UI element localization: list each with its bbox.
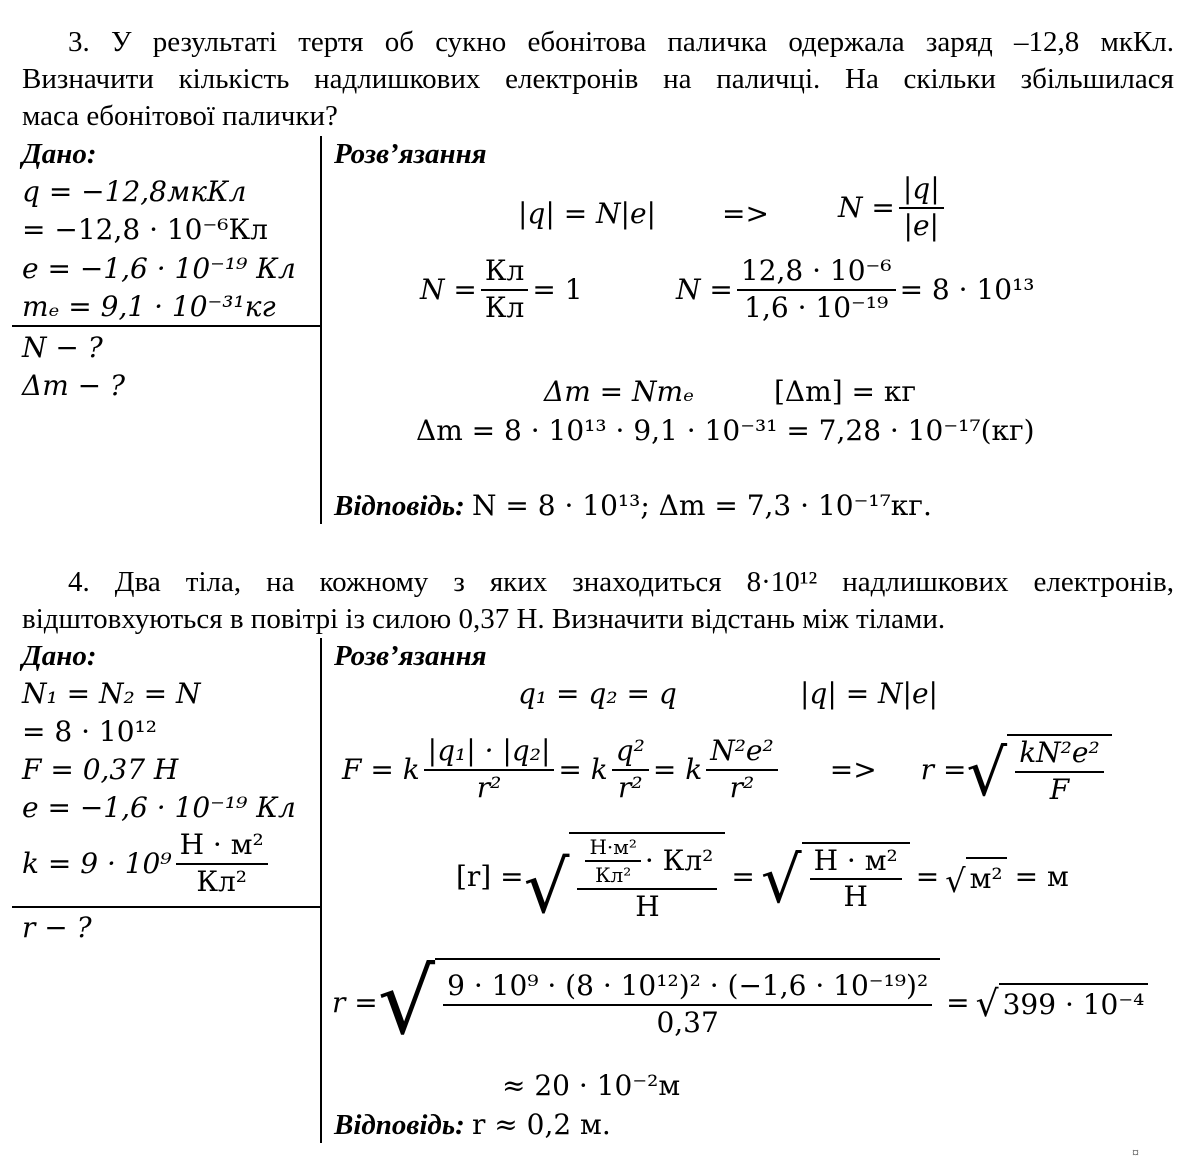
problem4-line-2: відштовхуються в повітрі із силою 0,37 Н. Визначити відстань між тілами.: [22, 603, 946, 635]
problem4-k-fraction: [176, 830, 268, 898]
problem3-calc-n: [676, 256, 1035, 324]
problem4-answer-label: Відповідь:: [334, 1109, 465, 1141]
problem4-force-den2: r²: [617, 770, 643, 804]
problem4-r-sqrt: [966, 734, 1111, 811]
problem3-given-4: mₑ = 9,1 · 10⁻³¹кг: [22, 290, 276, 323]
problem4-divider-vertical: [320, 638, 322, 1143]
problem3-units: [420, 256, 583, 324]
problem4-given-label: Дано:: [22, 640, 97, 672]
problem4-given-k: [22, 830, 272, 898]
problem4-unit-inner-den: Кл²: [595, 863, 632, 887]
problem4-unit-eq1: =: [731, 860, 755, 894]
problem4-unit-res: = м: [1014, 860, 1069, 894]
problem3-units-den: Кл: [484, 290, 525, 324]
problem3-eq-n-den: |e|: [903, 208, 939, 242]
problem3-eq-n-fraction: [899, 174, 944, 242]
problem4-charge-relation: |q| = N|e|: [800, 677, 938, 710]
problem4-charges-eq: q₁ = q₂ = q: [518, 677, 677, 710]
problem3-mass-calc: Δm = 8 · 10¹³ · 9,1 · 10⁻³¹ = 7,28 · 10⁻¹⁷(кг): [416, 414, 1035, 447]
problem4-force-lhs: F = k: [342, 752, 420, 786]
problem4-force-frac3: [706, 736, 778, 804]
problem4-line-1: 4. Два тіла, на кожному з яких знаходиться 8·10¹² надлишкових електронів,: [68, 566, 1174, 598]
problem4-rcalc-frac: [443, 971, 932, 1039]
problem3-calc-fraction: [737, 256, 896, 324]
problem4-unit-inner-frac: [585, 836, 640, 886]
problem4-unit-sqrt1: [523, 832, 726, 929]
problem3-calc-lhs: N =: [676, 272, 733, 306]
problem3-line-2: Визначити кількість надлишкових електронів на паличці. На скільки збільшилася: [22, 63, 1174, 95]
problem4-solution-label: Розв’язання: [334, 640, 487, 672]
problem4-rcalc-eq: =: [946, 986, 970, 1019]
problem4-given-3: F = 0,37 Н: [22, 753, 179, 786]
page-marker: ¤: [1132, 1146, 1139, 1161]
problem3-calc-rhs: = 8 · 10¹³: [899, 272, 1035, 306]
problem3-answer-label: Відповідь:: [334, 490, 465, 522]
problem3-calc-den: 1,6 · 10⁻¹⁹: [744, 290, 889, 324]
problem3-units-lhs: N =: [420, 272, 477, 306]
problem4-given-2: = 8 · 10¹²: [22, 715, 157, 748]
problem4-unit-sqrt2-body: [802, 842, 910, 914]
problem3-statement: [22, 24, 1174, 135]
radical-sign-icon: √: [945, 862, 966, 901]
radical-sign-icon: √: [975, 984, 999, 1025]
problem4-force-num3: N²e²: [706, 736, 778, 771]
problem4-unit-lhs: [r] =: [456, 860, 524, 894]
problem3-solution-label: Розв’язання: [334, 138, 487, 170]
problem3-line-3: маса ебонітової палички?: [22, 100, 338, 132]
problem3-divider-horizontal: [12, 325, 321, 327]
problem4-rcalc-sqrt: [377, 950, 940, 1055]
problem4-divider-horizontal: [12, 906, 321, 908]
problem4-rcalc-sqrt2: [976, 983, 1149, 1023]
problem3-given-3: e = −1,6 · 10⁻¹⁹ Кл: [22, 252, 296, 285]
problem4-rcalc-sqrt-body: [435, 958, 940, 1048]
problem3-eq-charge: |q| = N|e|: [518, 197, 656, 230]
problem4-rcalc-num: 9 · 10⁹ · (8 · 10¹²)² · (−1,6 · 10⁻¹⁹)²: [443, 971, 932, 1006]
problem3-given-label: Дано:: [22, 138, 97, 170]
problem4-force-mid1: = k: [558, 752, 608, 786]
problem4-rcalc-lhs: r =: [332, 986, 378, 1019]
problem4-unit-frac1: [577, 836, 717, 923]
problem4-r-calc: [332, 950, 1148, 1055]
problem4-statement: [22, 564, 1174, 638]
problem4-unit-den2: Н: [843, 880, 868, 914]
problem4-r-lhs: r =: [920, 752, 967, 786]
problem4-given-4: e = −1,6 · 10⁻¹⁹ Кл: [22, 791, 296, 824]
problem3-arrow: =>: [722, 197, 769, 230]
problem4-k-num: Н · м²: [176, 830, 268, 865]
problem4-unit-frac2: [810, 843, 902, 914]
problem3-divider-vertical: [320, 136, 322, 524]
problem3-line-1: 3. У результаті тертя об сукно ебонітова паличка одержала заряд –12,8 мкКл.: [68, 26, 1174, 58]
problem3-mass-unit: [Δm] = кг: [774, 375, 917, 408]
problem4-force-frac2: [612, 736, 649, 804]
problem3-find-1: N − ?: [22, 331, 103, 364]
problem3-units-num: Кл: [481, 256, 528, 291]
problem4-force-arrow: =>: [829, 752, 877, 786]
problem4-given-1: N₁ = N₂ = N: [22, 677, 201, 710]
problem4-r-num: kN²e²: [1015, 738, 1104, 773]
problem4-unit-den1: Н: [635, 890, 660, 923]
problem4-unit-check: [456, 832, 1069, 929]
problem4-force-num2: q²: [612, 736, 649, 771]
problem4-force-mid2: = k: [652, 752, 703, 786]
problem4-unit-sqrt1-body: [569, 832, 725, 923]
problem3-given-1: q = −12,8мкКл: [22, 175, 247, 208]
problem3-units-rhs: = 1: [532, 272, 583, 306]
problem4-r-frac: [1015, 738, 1104, 806]
problem4-unit-num2: Н · м²: [810, 846, 902, 881]
problem3-calc-num: 12,8 · 10⁻⁶: [737, 256, 896, 291]
problem4-unit-inner-num: Н·м²: [585, 836, 640, 862]
problem3-given-2: = −12,8 · 10⁻⁶Кл: [22, 213, 268, 246]
problem4-unit-inner-mul: · Кл²: [644, 843, 714, 877]
problem4-answer: [334, 1107, 611, 1143]
problem4-find-1: r − ?: [22, 911, 92, 944]
problem4-r-den: F: [1049, 772, 1070, 806]
problem3-units-fraction: [481, 256, 528, 324]
problem4-force-frac1: [424, 736, 555, 804]
problem4-rcalc-approx: ≈ 20 · 10⁻²м: [502, 1069, 681, 1102]
problem4-k-lhs: k = 9 · 10⁹: [22, 846, 172, 880]
problem4-force-den3: r²: [729, 770, 755, 804]
problem4-answer-value: r ≈ 0,2 м.: [471, 1108, 611, 1141]
problem3-eq-n-lhs: N =: [838, 190, 895, 224]
problem4-unit-num1: [577, 836, 717, 890]
radical-sign-icon: √: [760, 844, 802, 919]
problem4-unit-sqrt2: [760, 842, 910, 919]
problem3-answer: [334, 488, 932, 524]
problem3-eq-n-num: |q|: [899, 174, 944, 209]
radical-sign-icon: √: [523, 844, 570, 929]
problem4-force-den1: r²: [476, 770, 502, 804]
problem4-r-sqrt-body: [1007, 734, 1112, 806]
problem3-eq-n: [838, 174, 948, 242]
problem4-force-num1: |q₁| · |q₂|: [424, 736, 555, 771]
problem4-unit-sqrt3-body: м²: [966, 857, 1007, 897]
radical-sign-icon: √: [966, 736, 1008, 811]
problem4-unit-sqrt3: [945, 857, 1006, 901]
problem4-rcalc-sqrt2-body: 399 · 10⁻⁴: [999, 983, 1149, 1023]
problem3-answer-value: N = 8 · 10¹³; Δm = 7,3 · 10⁻¹⁷кг.: [471, 489, 932, 522]
radical-sign-icon: √: [377, 950, 436, 1055]
problem4-rcalc-den: 0,37: [656, 1006, 719, 1039]
problem3-mass-formula: Δm = Nmₑ: [544, 375, 694, 408]
problem4-force-eq: [342, 734, 1112, 811]
problem4-k-den: Кл²: [196, 864, 248, 898]
problem3-find-2: Δm − ?: [22, 369, 126, 402]
problem4-unit-eq2: =: [915, 860, 940, 894]
